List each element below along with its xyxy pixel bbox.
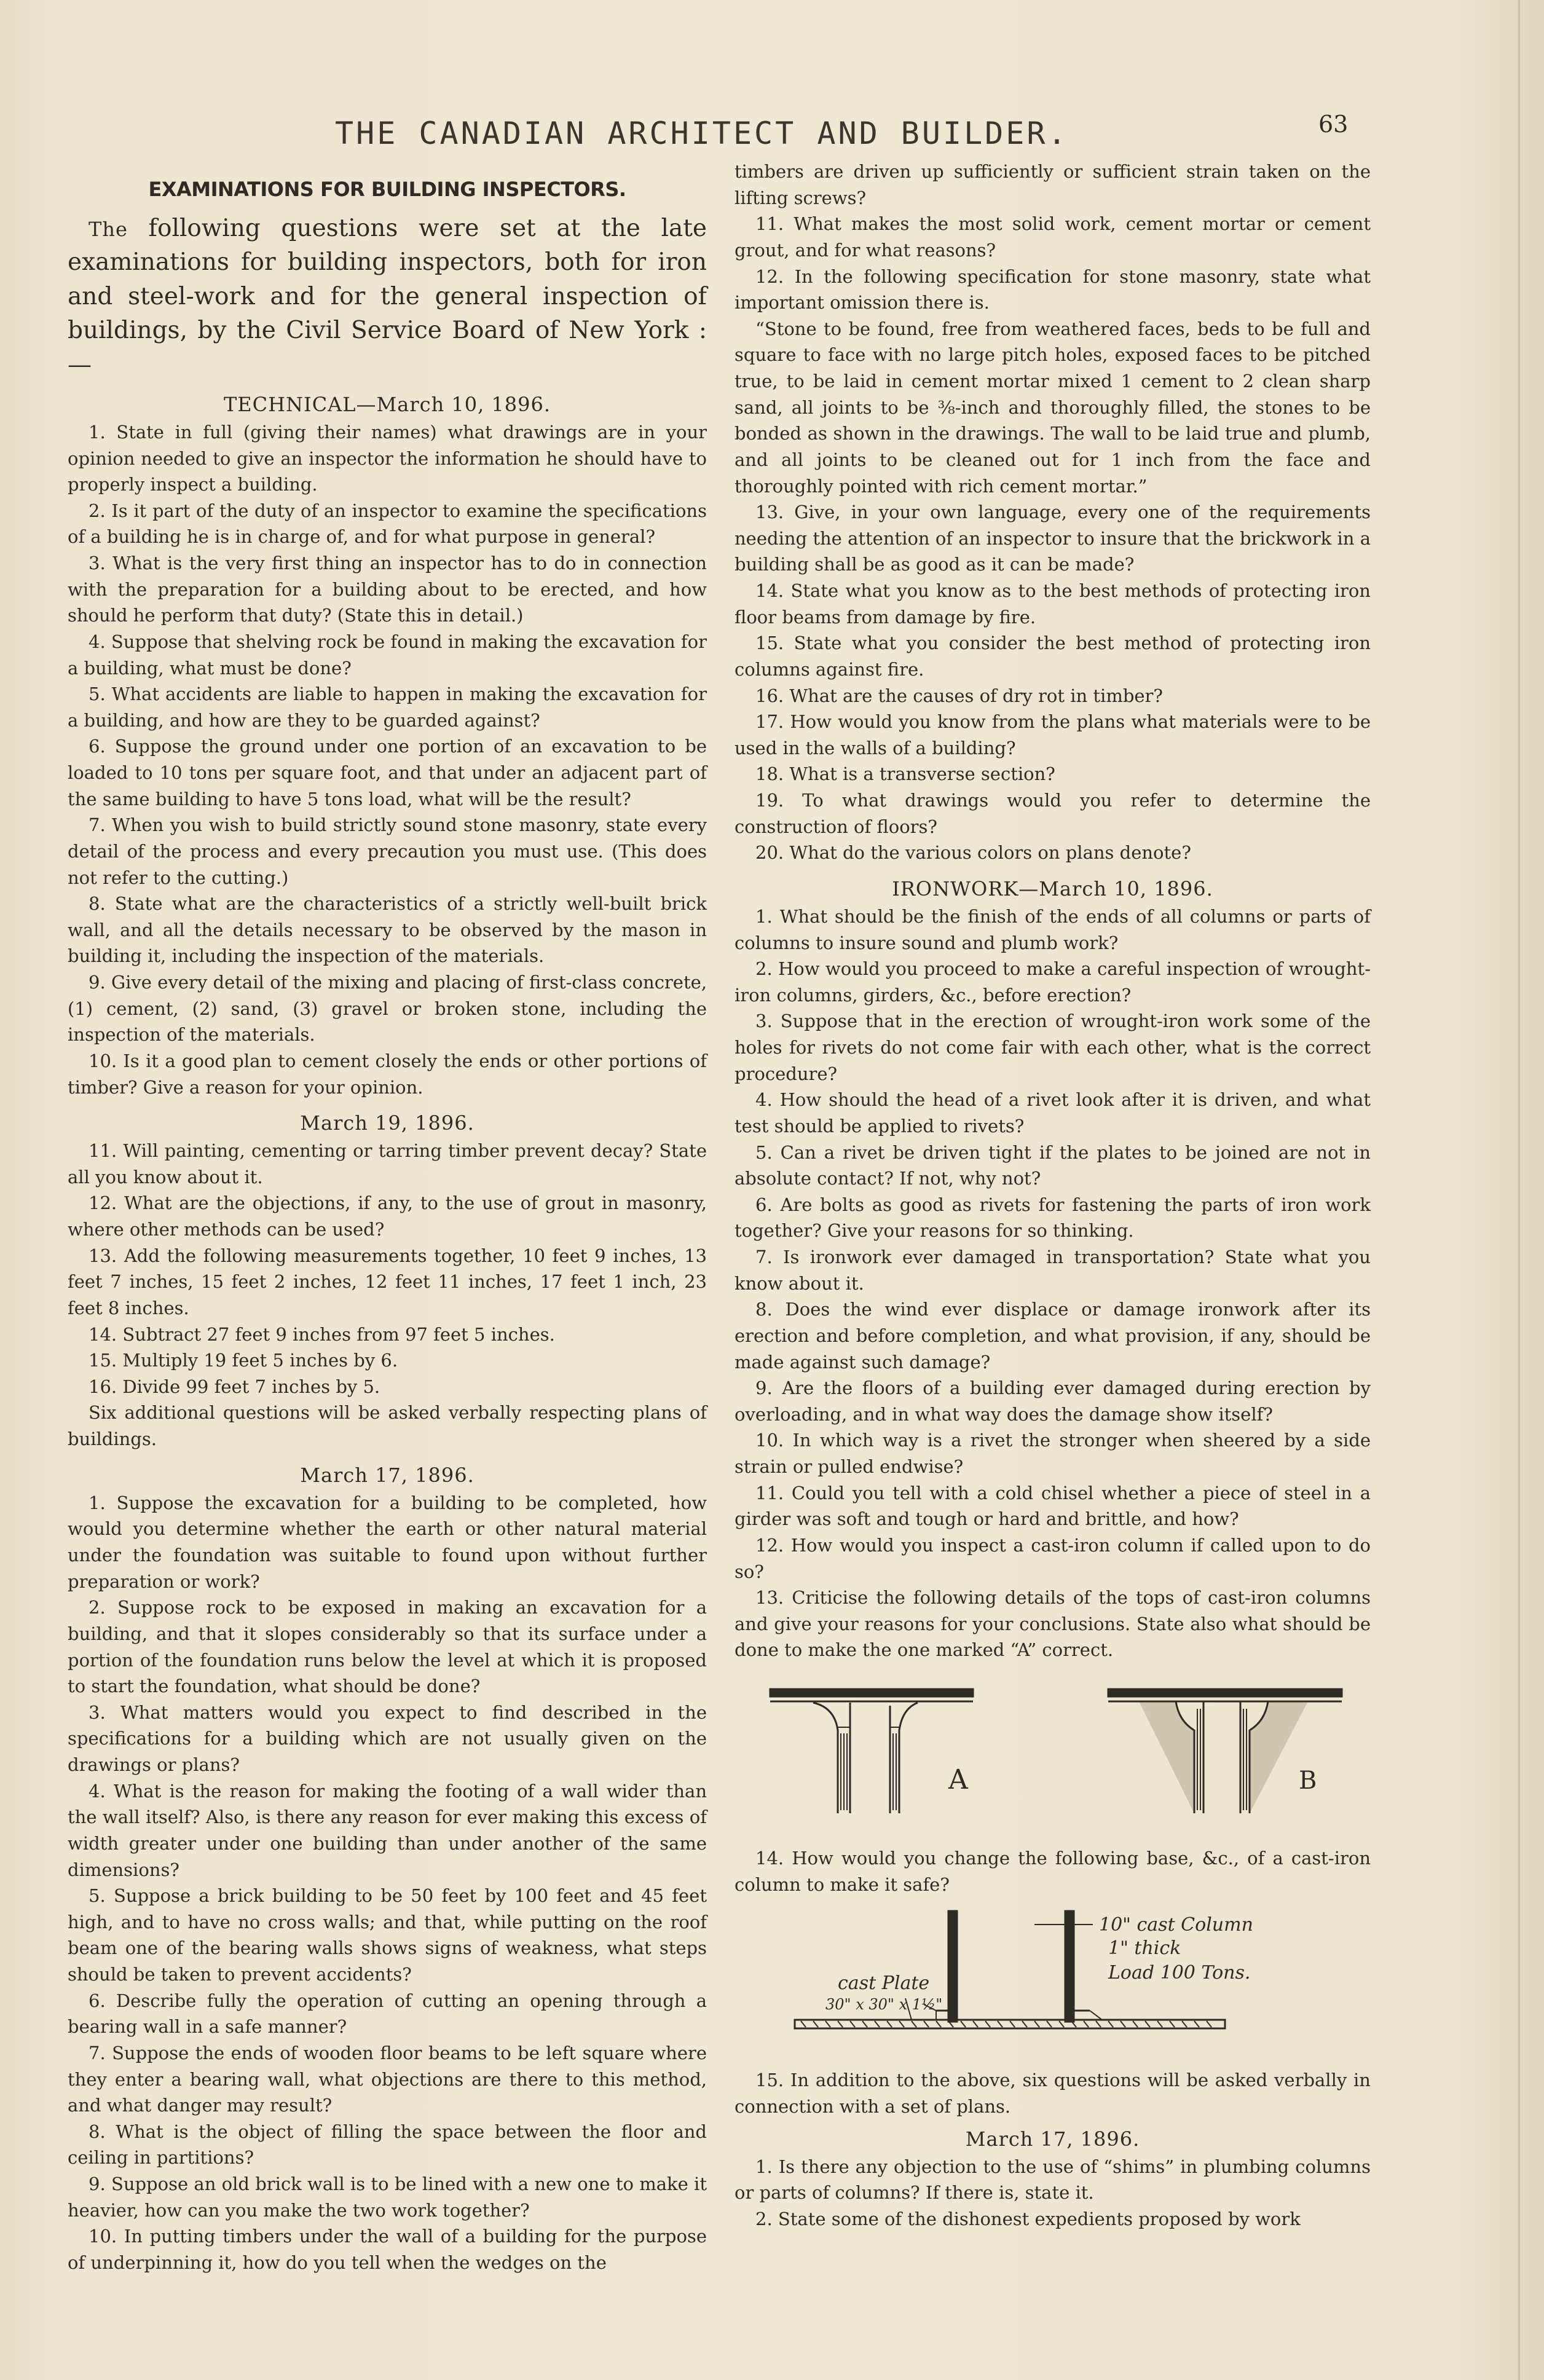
question: 12. What are the objections, if any, to the use of grout in masonry, where other methods can be used? xyxy=(68,1192,707,1240)
question: 7. Is ironwork ever damaged in transportation? State what you know about it. xyxy=(735,1247,1371,1294)
question: 11. Could you tell with a cold chisel whether a piece of steel in a girder was soft and tough or hard and brittle, and how? xyxy=(735,1482,1371,1530)
question: 1. Is there any objection to the use of “shims” in plumbing columns or parts of columns? If there is, state it. xyxy=(735,2156,1371,2204)
annotation-plate-size: 30" x 30" x 1½" xyxy=(825,1996,942,2014)
question: 13. Add the following measurements together, 10 feet 9 inches, 13 feet 7 inches, 15 feet 2 inches, 12 feet 11 inches, 17 feet 1 inch, 23 feet 8 inches. xyxy=(68,1245,707,1318)
question: 1. What should be the finish of the ends of all columns or parts of columns to insure sound and plumb work? xyxy=(735,905,1371,953)
continuation-text: timbers are driven up sufficiently or sufficient strain taken on the lifting screws? xyxy=(735,161,1371,208)
question: 6. Are bolts as good as rivets for fastening the parts of iron work together? Give your reasons for so thinking. xyxy=(735,1194,1371,1242)
column-base-figure xyxy=(746,1906,1360,2060)
article-title: EXAMINATIONS FOR BUILDING INSPECTORS. xyxy=(148,178,626,201)
question: 8. Does the wind ever displace or damage ironwork after its erection and before completion, and what provision, if any, should be made against such damage? xyxy=(735,1299,1371,1373)
right-column xyxy=(735,159,1371,2232)
question: 5. What accidents are liable to happen in making the excavation for a building, and how are they to be guarded against? xyxy=(68,684,707,731)
question: 7. When you wish to build strictly sound stone masonry, state every detail of the process and every precaution you must use. (This does not refer to the cutting.) xyxy=(68,814,707,888)
question: 9. Give every detail of the mixing and placing of first-class concrete, (1) cement, (2) sand, (3) gravel or broken stone, including the inspection of the materials. xyxy=(68,972,707,1046)
question: 8. State what are the characteristics of a strictly well-built brick wall, and all the details necessary to be observed by the mason in building it, including the inspection of the materials. xyxy=(68,893,707,967)
section-plumbing-title: March 17, 1896. xyxy=(965,2127,1140,2151)
question: 9. Are the floors of a building ever damaged during erection by overloading, and in what way does the damage show itself? xyxy=(735,1377,1371,1425)
question: 10. In which way is a rivet the stronger when sheered by a side strain or pulled endwise? xyxy=(735,1430,1371,1478)
section-technical-title: TECHNICAL—March 10, 1896. xyxy=(223,392,551,416)
publication-title: THE CANADIAN ARCHITECT AND BUILDER. xyxy=(335,116,1069,151)
question: 2. How would you proceed to make a careful inspection of wrought-iron columns, girders, &c., before erection? xyxy=(735,958,1371,1006)
question: 11. What makes the most solid work, cement mortar or cement grout, and for what reasons? xyxy=(735,213,1371,261)
page-number: 63 xyxy=(1318,111,1349,138)
binding-edge xyxy=(1518,0,1520,2380)
question: 20. What do the various colors on plans denote? xyxy=(755,842,1191,864)
column-a-drawing xyxy=(770,1689,973,1813)
question: 2. Suppose rock to be exposed in making an excavation for a building, and that it slopes considerably so that its surface under a portion of the foundation runs below the level at which it is proposed to start the foundation, what should be done? xyxy=(68,1597,707,1697)
question: 5. Can a rivet be driven tight if the plates to be joined are not in absolute contact? If not, why not? xyxy=(735,1141,1371,1189)
page-header xyxy=(0,111,1544,160)
right-top-questions xyxy=(735,211,1371,866)
section-ironwork-title: IRONWORK—March 10, 1896. xyxy=(892,877,1213,900)
question: 16. What are the causes of dry rot in timber? xyxy=(755,685,1163,706)
left-column xyxy=(68,175,707,2276)
question: 3. Suppose that in the erection of wrought-iron work some of the holes for rivets do not come fair with each other, what is the correct procedure? xyxy=(735,1011,1371,1084)
question: 2. State some of the dishonest expedients proposed by work xyxy=(755,2208,1301,2229)
intro-text: following questions were set at the late examinations for building inspectors, both for iron and steel-work and for the general inspection of buildings, by the Civil Service Board of New York :— xyxy=(68,215,707,379)
note: Six additional questions will be asked verbally respecting plans of buildings. xyxy=(68,1402,707,1450)
question: 13. Give, in your own language, every one of the requirements needing the attention of an inspector to insure that the brickwork in a building shall be as good as it can be made? xyxy=(735,502,1371,575)
question: 15. State what you consider the best method of protecting iron columns against fire. xyxy=(735,632,1371,680)
question: 19. To what drawings would you refer to determine the construction of floors? xyxy=(735,790,1371,837)
question: 2. Is it part of the duty of an inspector to examine the specifications of a building he is in charge of, and for what purpose in general? xyxy=(68,500,707,548)
question: 15. Multiply 19 feet 5 inches by 6. xyxy=(89,1350,398,1371)
question: 14. How would you change the following base, &c., of a cast-iron column to make it safe? xyxy=(735,1848,1371,1895)
question: 13. Criticise the following details of the tops of cast-iron columns and give your reasons for your conclusions. State also what should be done to make the one marked “A” correct. xyxy=(735,1587,1371,1661)
march19-questions xyxy=(68,1138,707,1452)
question: 17. How would you know from the plans what materials were to be used in the walls of a building? xyxy=(735,711,1371,759)
section-march17-title: March 17, 1896. xyxy=(300,1463,475,1487)
question: 4. What is the reason for making the footing of a wall wider than the wall itself? Also, is there any reason for ever making this excess of width greater under one building than under another of the same dimensions? xyxy=(68,1780,707,1880)
figure-label-b: B xyxy=(1298,1767,1317,1795)
question: 6. Suppose the ground under one portion of an excavation to be loaded to 10 tons per square foot, and that under an adjacent part of the same building to have 5 tons load, what will be the result? xyxy=(68,736,707,810)
question: 16. Divide 99 feet 7 inches by 5. xyxy=(89,1376,380,1397)
question: 3. What matters would you expect to find described in the specifications for a building which are not usually given on the drawings or plans? xyxy=(68,1701,707,1775)
question: 6. Describe fully the operation of cutting an opening through a bearing wall in a safe manner? xyxy=(68,1990,707,2038)
question: 10. Is it a good plan to cement closely the ends or other portions of timber? Give a reason for your opinion. xyxy=(68,1050,707,1098)
question: 10. In putting timbers under the wall of a building for the purpose of underpinning it, how do you tell when the wedges on the xyxy=(68,2226,707,2273)
annotation-plate: cast Plate xyxy=(837,1972,929,1995)
question: 18. What is a transverse section? xyxy=(755,763,1055,785)
question: 15. In addition to the above, six questions will be asked verbally in connection with a set of plans. xyxy=(735,2070,1371,2117)
question: 3. What is the very first thing an inspector has to do in connection with the preparation for a building about to be erected, and how should he perform that duty? (State this in detail.) xyxy=(68,553,707,626)
specification-quote: “Stone to be found, free from weathered faces, beds to be full and square to face with no large pitch holes, exposed faces to be pitched true, to be laid in cement mortar mixed 1 cement to 2 clean sharp sand, all joints to be ⅜-inch and thoroughly filled, the stones to be bonded as shown in the drawings. The wall to be laid true and plumb, and all joints to be cleaned out for 1 inch from the face and thoroughly pointed with rich cement mortar.” xyxy=(735,318,1371,497)
question: 5. Suppose a brick building to be 50 feet by 100 feet and 45 feet high, and to have no cross walls; and that, while putting on the roof beam one of the bearing walls shows signs of weakness, what steps should be taken to prevent accidents? xyxy=(68,1885,707,1985)
question: 11. Will painting, cementing or tarring timber prevent decay? State all you know about it. xyxy=(68,1140,707,1188)
question: 4. How should the head of a rivet look after it is driven, and what test should be applied to rivets? xyxy=(735,1089,1371,1137)
march17-questions xyxy=(68,1490,707,2276)
question: 12. How would you inspect a cast-iron column if called upon to do so? xyxy=(735,1534,1371,1582)
section-march19-title: March 19, 1896. xyxy=(300,1111,475,1135)
figure-label-a: A xyxy=(948,1764,968,1796)
annotation-thickness: 1" thick xyxy=(1108,1937,1181,1960)
question: 8. What is the object of filling the space between the floor and ceiling in partitions? xyxy=(68,2121,707,2169)
question: 12. In the following specification for stone masonry, state what important omission there is. xyxy=(735,266,1371,313)
ironwork-questions xyxy=(735,904,1371,1663)
question: 1. Suppose the excavation for a building to be completed, how would you determine whether the earth or other natural material under the foundation was suitable to found upon without further preparation or work? xyxy=(68,1492,707,1592)
column-tops-figure xyxy=(746,1672,1360,1838)
question: 14. Subtract 27 feet 9 inches from 97 feet 5 inches. xyxy=(89,1323,555,1345)
question: 1. State in full (giving their names) what drawings are in your opinion needed to give an inspector the information he should have to properly inspect a building. xyxy=(68,421,707,495)
plumbing-questions xyxy=(735,2154,1371,2232)
question: 7. Suppose the ends of wooden floor beams to be left square where they enter a bearing wall, what objections are there to this method, and what danger may result? xyxy=(68,2042,707,2116)
annotation-load: Load 100 Tons. xyxy=(1108,1962,1250,1984)
article-intro xyxy=(68,211,707,382)
annotation-column: 10" cast Column xyxy=(1098,1914,1253,1936)
technical-questions xyxy=(68,419,707,1100)
question: 4. Suppose that shelving rock be found in making the excavation for a building, what must be done? xyxy=(68,631,707,679)
intro-lead: The xyxy=(89,218,128,242)
question: 14. State what you know as to the best methods of protecting iron floor beams from damage by fire. xyxy=(735,580,1371,628)
question: 9. Suppose an old brick wall is to be lined with a new one to make it heavier, how can you make the two work together? xyxy=(68,2173,707,2221)
